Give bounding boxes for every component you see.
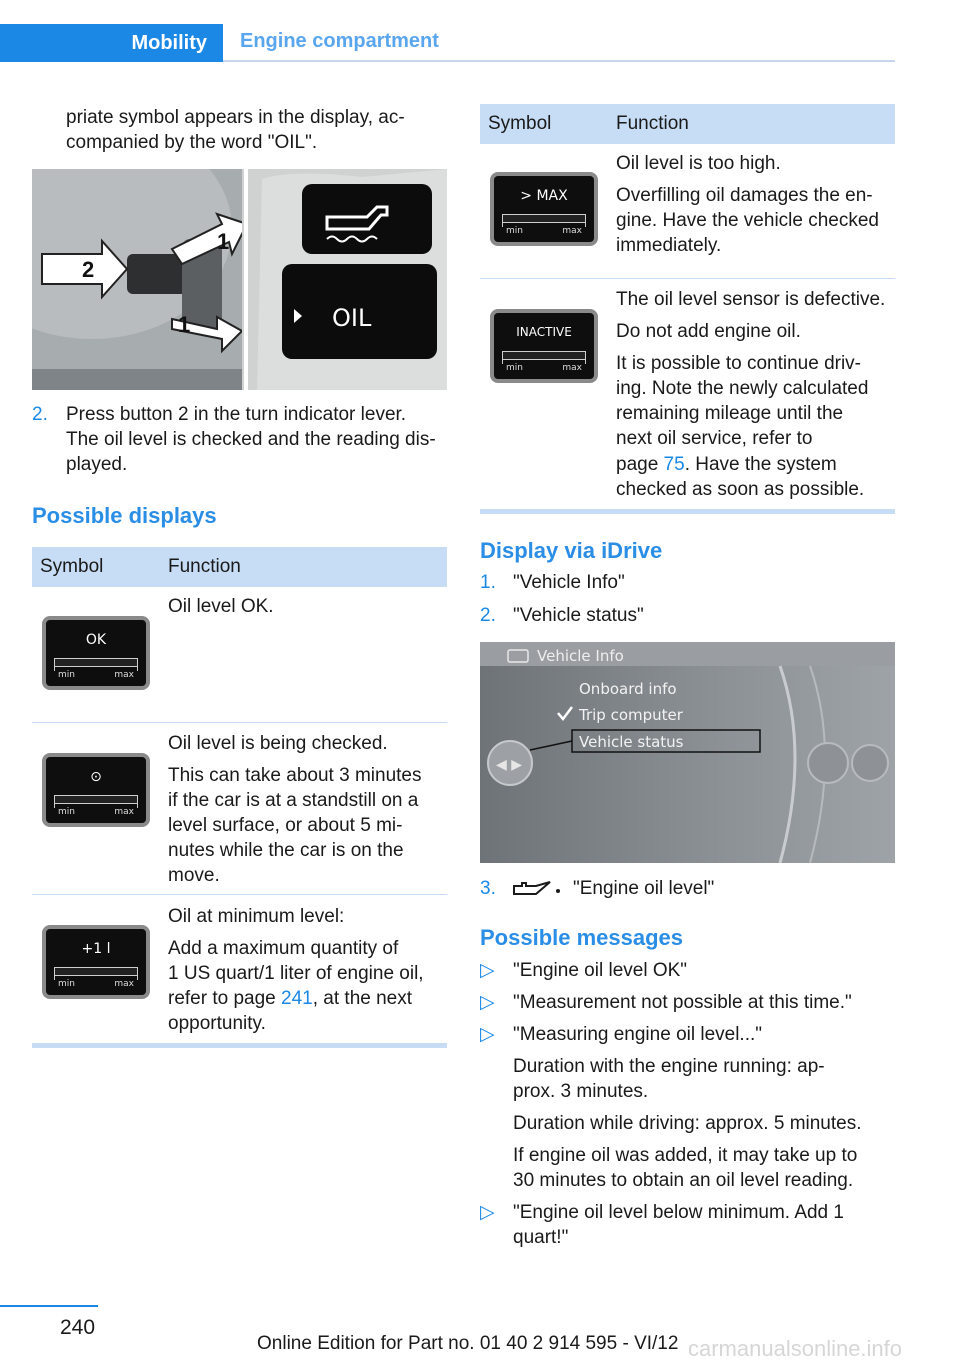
message-3-line-4: Duration while driving: approx. 5 minutes.: [513, 1113, 862, 1134]
left-table-header: [32, 547, 447, 587]
step-3-text: "Engine oil level": [573, 878, 715, 899]
arrow-label-1-bottom: 1: [178, 312, 191, 337]
arrow-label-1-top: 1: [217, 229, 230, 254]
menu-onboard-info: Onboard info: [579, 680, 677, 698]
message-3-line-2: Duration with the engine running: ap-: [513, 1056, 825, 1077]
turn-indicator-photo: [32, 169, 447, 390]
row-too-high-line-3: gine. Have the vehicle checked: [616, 210, 879, 231]
row-checking-line-1: Oil level is being checked.: [168, 733, 388, 754]
right-table-end: [480, 509, 895, 514]
message-3-line-3: prox. 3 minutes.: [513, 1081, 649, 1102]
oil-sensor-inactive-gauge-icon: INACTIVE min max: [490, 309, 598, 383]
menu-side-icon-2: [852, 745, 888, 781]
idrive-screen: [480, 642, 895, 863]
left-table-end: [32, 1043, 447, 1048]
step-2-number: 2.: [32, 404, 48, 425]
menu-trip-computer: Trip computer: [579, 706, 683, 724]
possible-messages-heading: Possible messages: [480, 925, 684, 950]
message-3-line-5: If engine oil was added, it may take up to: [513, 1145, 858, 1166]
step-1-number: 1.: [480, 572, 496, 593]
row-divider: [32, 722, 447, 723]
row-inactive-line-2: Do not add engine oil.: [616, 321, 801, 342]
col-symbol: Symbol: [40, 556, 104, 577]
step-2b-text: "Vehicle status": [513, 605, 644, 626]
row-divider: [480, 278, 895, 279]
oil-checking-gauge-icon: ⊙ min max: [42, 753, 150, 827]
message-3-line-1: "Measuring engine oil level...": [513, 1024, 763, 1045]
tab-mobility[interactable]: Mobility: [0, 24, 223, 62]
row-minimum-line-2: Add a maximum quantity of: [168, 938, 399, 959]
message-1: "Engine oil level OK": [513, 960, 688, 981]
right-table-header: [480, 104, 895, 144]
step-2-line-2: The oil level is checked and the reading dis-: [66, 429, 436, 450]
row-inactive-line-3: It is possible to continue driv-: [616, 353, 862, 374]
row-divider: [32, 894, 447, 895]
bullet-icon: ▷: [480, 1024, 495, 1045]
row-minimum-line-3: 1 US quart/1 liter of engine oil,: [168, 963, 424, 984]
page-number: 240: [60, 1316, 96, 1339]
intro-line-2: companied by the word "OIL".: [66, 132, 318, 153]
row-minimum-line-5: opportunity.: [168, 1013, 266, 1034]
svg-text:OIL: OIL: [332, 304, 372, 332]
row-inactive-line-1: The oil level sensor is defective.: [616, 289, 886, 310]
row-too-high-line-2: Overfilling oil damages the en-: [616, 185, 873, 206]
bullet-icon: ▷: [480, 960, 495, 981]
possible-displays-heading: Possible displays: [32, 503, 217, 528]
row-too-high-line-4: immediately.: [616, 235, 722, 256]
col-symbol: Symbol: [488, 113, 552, 134]
row-oil-ok-text: Oil level OK.: [168, 596, 274, 617]
oil-warning-display: [302, 184, 432, 254]
step-2-line-1: Press button 2 in the turn indicator lever.: [66, 404, 407, 425]
message-3-line-6: 30 minutes to obtain an oil level reading.: [513, 1170, 854, 1191]
col-function: Function: [616, 113, 689, 134]
row-inactive-line-5: remaining mileage until the: [616, 403, 844, 424]
row-inactive-line-6: next oil service, refer to: [616, 428, 813, 449]
message-2: "Measurement not possible at this time.": [513, 992, 852, 1013]
row-inactive-line-7: page 75. Have the system: [616, 454, 837, 475]
step-2-line-3: played.: [66, 454, 128, 475]
row-checking-line-2: This can take about 3 minutes: [168, 765, 422, 786]
menu-side-icon: [808, 743, 848, 783]
oil-minimum-gauge-icon: +1 l min max: [42, 925, 150, 999]
row-checking-line-3: if the car is at a standstill on a: [168, 790, 419, 811]
page-75-link[interactable]: 75: [663, 454, 685, 475]
row-minimum-line-4: refer to page 241, at the next: [168, 988, 413, 1009]
step-1-text: "Vehicle Info": [513, 572, 625, 593]
step-3-number: 3.: [480, 878, 496, 899]
row-inactive-line-8: checked as soon as possible.: [616, 479, 865, 500]
row-checking-line-5: nutes while the car is on the: [168, 840, 404, 861]
svg-text:Vehicle Info: Vehicle Info: [537, 647, 624, 665]
row-checking-line-4: level surface, or about 5 mi-: [168, 815, 403, 836]
oil-ok-gauge-icon: OK min max: [42, 616, 150, 690]
footer-rule: [0, 1305, 98, 1307]
oil-too-high-gauge-icon: > MAX min max: [490, 172, 598, 246]
message-4-line-1: "Engine oil level below minimum. Add 1: [513, 1202, 844, 1223]
step-2b-number: 2.: [480, 605, 496, 626]
bullet-icon: ▷: [480, 992, 495, 1013]
edition-text: Online Edition for Part no. 01 40 2 914 595 - VI/12: [257, 1333, 679, 1354]
svg-text:◀ ▶: ◀ ▶: [496, 757, 522, 773]
row-minimum-line-1: Oil at minimum level:: [168, 906, 345, 927]
oil-can-icon: [512, 877, 564, 897]
row-too-high-line-1: Oil level is too high.: [616, 153, 781, 174]
tab-engine-compartment[interactable]: Engine compartment: [240, 30, 439, 52]
row-checking-line-6: move.: [168, 865, 220, 886]
bullet-icon: ▷: [480, 1202, 495, 1223]
message-4-line-2: quart!": [513, 1227, 569, 1248]
page-241-link[interactable]: 241: [281, 988, 313, 1009]
row-inactive-line-4: ing. Note the newly calculated: [616, 378, 869, 399]
menu-vehicle-status: Vehicle status: [579, 733, 684, 751]
col-function: Function: [168, 556, 241, 577]
arrow-label-2: 2: [82, 257, 95, 282]
watermark: carmanualsonline.info: [688, 1336, 903, 1361]
display-via-idrive-heading: Display via iDrive: [480, 538, 663, 563]
intro-line-1: priate symbol appears in the display, ac-: [66, 107, 405, 128]
